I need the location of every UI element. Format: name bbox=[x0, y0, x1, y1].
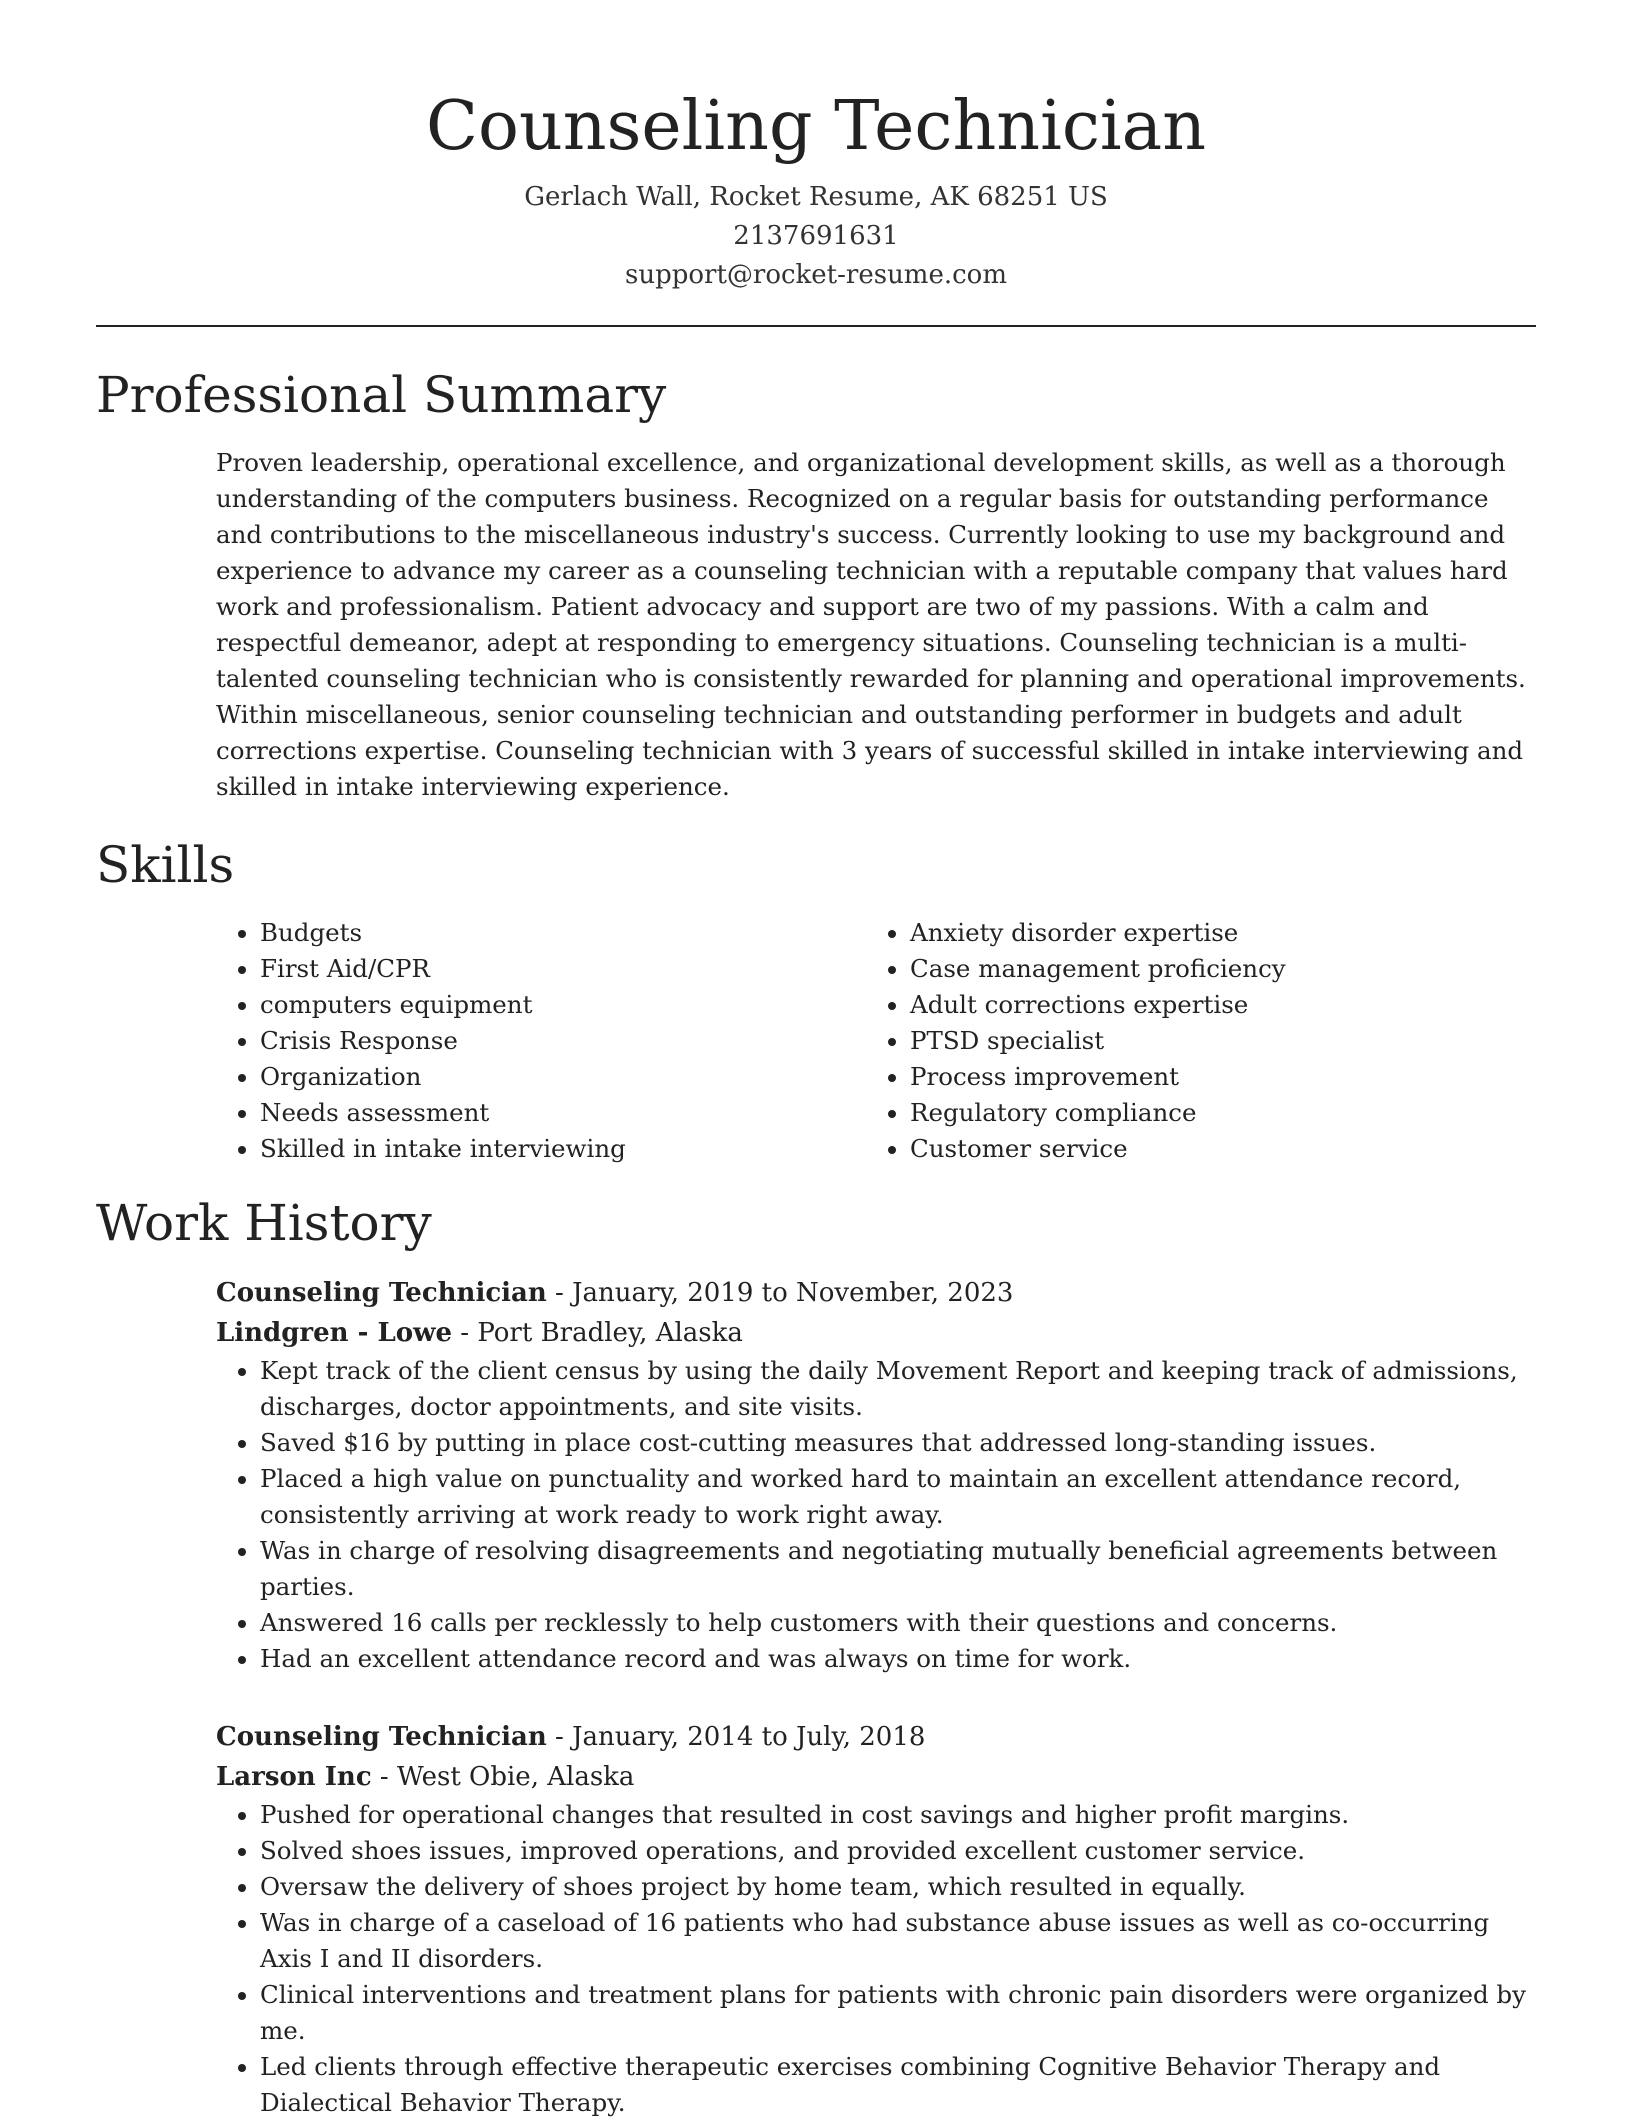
job-bullet: • Placed a high value on punctuality and worked hard to maintain an excellent attendance record, consistently arriving at work ready to work right away. bbox=[260, 1461, 1536, 1533]
summary-section bbox=[96, 365, 1536, 805]
skill-item: • Skilled in intake interviewing bbox=[260, 1131, 866, 1167]
job-bullet: • Led clients through effective therapeutic exercises combining Cognitive Behavior Therapy and Dialectical Behavior Therapy. bbox=[260, 2049, 1536, 2121]
job-bullet: • Had an excellent attendance record and was always on time for work. bbox=[260, 1641, 1536, 1677]
job-bullet: • Answered 16 calls per recklessly to help customers with their questions and concerns. bbox=[260, 1605, 1536, 1641]
work-history-section bbox=[96, 1193, 1536, 2121]
skills-column-left bbox=[216, 915, 866, 1167]
summary-text: Proven leadership, operational excellence, and organizational development skills, as well as a thorough understanding of the computers business. Recognized on a regular basis for outstanding performance and contributions to the miscellaneous industry's success. Currently looking to use my background and experience to advance my career as a counseling technician with a reputable company that values hard work and professionalism. Patient advocacy and support are two of my passions. With a calm and respectful demeanor, adept at responding to emergency situations. Counseling technician is a multi-talented counseling technician who is consistently rewarded for planning and operational improvements. Within miscellaneous, senior counseling technician and outstanding performer in budgets and adult corrections expertise. Counseling technician with 3 years of successful skilled in intake interviewing and skilled in intake interviewing experience. bbox=[216, 448, 1526, 801]
job-bullet: • Clinical interventions and treatment plans for patients with chronic pain disorders were organized by me. bbox=[260, 1977, 1536, 2049]
header-divider bbox=[96, 325, 1536, 327]
job-bullet: • Was in charge of resolving disagreements and negotiating mutually beneficial agreements between parties. bbox=[260, 1533, 1536, 1605]
job-dates: - January, 2014 to July, 2018 bbox=[546, 1722, 926, 1752]
skill-item: • Process improvement bbox=[910, 1059, 1516, 1095]
contact-address: Gerlach Wall, Rocket Resume, AK 68251 US bbox=[524, 182, 1108, 212]
job-bullet: • Pushed for operational changes that resulted in cost savings and higher profit margins. bbox=[260, 1797, 1536, 1833]
skill-item: • First Aid/CPR bbox=[260, 951, 866, 987]
job-title-line bbox=[216, 1717, 1536, 1757]
job-dates: - January, 2019 to November, 2023 bbox=[546, 1278, 1014, 1308]
skill-item: • Needs assessment bbox=[260, 1095, 866, 1131]
skill-item: • Case management proficiency bbox=[910, 951, 1516, 987]
work-history-title: Work History bbox=[96, 1194, 432, 1252]
skill-item: • Organization bbox=[260, 1059, 866, 1095]
job-bullet: • Kept track of the client census by using the daily Movement Report and keeping track of admissions, discharges, doctor appointments, and site visits. bbox=[260, 1353, 1536, 1425]
job-company: Lindgren - Lowe bbox=[216, 1318, 453, 1348]
resume-page bbox=[96, 0, 1536, 2121]
job-bullet: • Was in charge of a caseload of 16 patients who had substance abuse issues as well as co-occurring Axis I and II disorders. bbox=[260, 1905, 1536, 1977]
skills-column-right bbox=[866, 915, 1516, 1167]
resume-header bbox=[96, 0, 1536, 295]
job-entry bbox=[216, 1717, 1536, 2121]
job-bullets bbox=[216, 1353, 1536, 1677]
skill-item: • Customer service bbox=[910, 1131, 1516, 1167]
job-title: Counseling Technician bbox=[216, 1722, 547, 1752]
job-bullet: • Solved shoes issues, improved operations, and provided excellent customer service. bbox=[260, 1833, 1536, 1869]
job-company-line bbox=[216, 1313, 1536, 1353]
job-company-line bbox=[216, 1757, 1536, 1797]
job-entry bbox=[216, 1273, 1536, 1677]
job-bullets bbox=[216, 1797, 1536, 2121]
skill-item: • Anxiety disorder expertise bbox=[910, 915, 1516, 951]
skill-item: • Budgets bbox=[260, 915, 866, 951]
job-location: - Port Bradley, Alaska bbox=[452, 1318, 743, 1348]
skill-item: • Regulatory compliance bbox=[910, 1095, 1516, 1131]
job-bullet: • Oversaw the delivery of shoes project by home team, which resulted in equally. bbox=[260, 1869, 1536, 1905]
job-location: - West Obie, Alaska bbox=[371, 1762, 635, 1792]
skill-item: • Crisis Response bbox=[260, 1023, 866, 1059]
candidate-name: Counseling Technician bbox=[425, 87, 1207, 166]
skills-section bbox=[96, 835, 1536, 1167]
skill-item: • Adult corrections expertise bbox=[910, 987, 1516, 1023]
contact-email: support@rocket-resume.com bbox=[624, 260, 1007, 290]
skills-list bbox=[216, 915, 1536, 1167]
job-title: Counseling Technician bbox=[216, 1278, 547, 1308]
skill-item: • computers equipment bbox=[260, 987, 866, 1023]
job-title-line bbox=[216, 1273, 1536, 1313]
summary-title: Professional Summary bbox=[96, 366, 667, 424]
skill-item: • PTSD specialist bbox=[910, 1023, 1516, 1059]
job-company: Larson Inc bbox=[216, 1762, 372, 1792]
skills-title: Skills bbox=[96, 836, 235, 894]
job-bullet: • Saved $16 by putting in place cost-cutting measures that addressed long-standing issues. bbox=[260, 1425, 1536, 1461]
contact-phone: 2137691631 bbox=[733, 221, 899, 251]
contact-block bbox=[96, 178, 1536, 295]
